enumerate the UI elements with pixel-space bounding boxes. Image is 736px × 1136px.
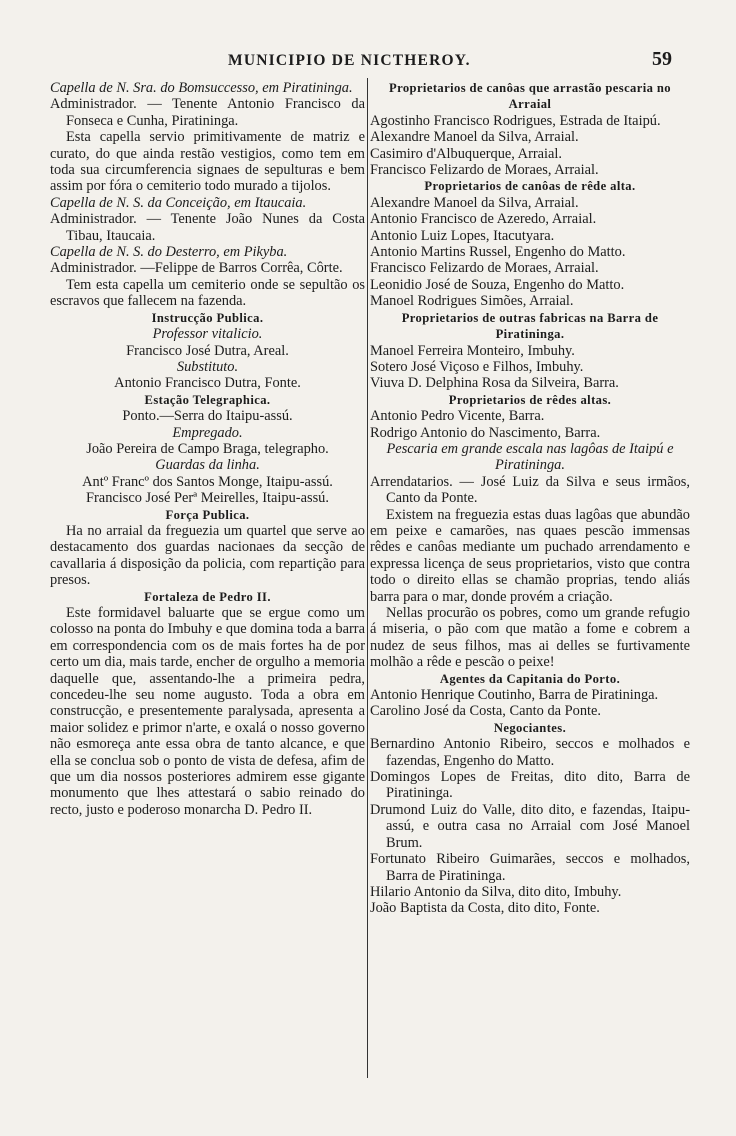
right-entry: Carolino José da Costa, Canto da Ponte. bbox=[370, 703, 602, 720]
right-entry: Antonio Luiz Lopes, Itacutyara. bbox=[370, 227, 555, 244]
left-italic-subheading: Guardas da linha. bbox=[155, 457, 260, 474]
left-entry: Administrador. — Tenente João Nunes da Costa Tibau, Itaucaia. bbox=[50, 211, 365, 244]
right-entry: Drumond Luiz do Valle, dito dito, e fazendas, Itaipu-assú, e outra casa no Arraial com José Manoel Brum. bbox=[370, 801, 690, 851]
right-entry: Hilario Antonio da Silva, dito dito, Imbuhy. bbox=[370, 883, 622, 900]
left-entry: Administrador. —Felippe de Barros Corrêa, Côrte. bbox=[50, 260, 343, 277]
right-section-heading: Proprietarios de outras fabricas na Barra de Piratininga. bbox=[401, 310, 659, 342]
left-centered-line: Ponto.—Serra do Itaipu-assú. bbox=[122, 408, 293, 425]
left-section-title: Capella de N. S. da Conceição, em Itaucaia. bbox=[50, 194, 307, 211]
left-section-heading: Força Publica. bbox=[165, 507, 250, 522]
left-paragraph: Esta capella servio primitivamente de matriz e curato, do que ainda restão vestigios, como tem em toda sua circumferencia signaes de sepulturas e bem assim por fóra o cemiterio todo murado a tijolos. bbox=[50, 129, 365, 195]
left-section-title: Capella de N. Sra. do Bomsuccesso, em Piratininga. bbox=[50, 80, 353, 96]
right-entry: Manoel Rodrigues Simões, Arraial. bbox=[370, 293, 574, 310]
left-centered-line: Francisco José Dutra, Areal. bbox=[126, 342, 289, 359]
right-entry: Manoel Ferreira Monteiro, Imbuhy. bbox=[370, 342, 575, 359]
left-paragraph: Tem esta capella um cemiterio onde se sepultão os escravos que fallecem na fazenda. bbox=[50, 276, 365, 310]
right-entry: Agostinho Francisco Rodrigues, Estrada de Itaipú. bbox=[370, 112, 661, 129]
left-section-title: Capella de N. S. do Desterro, em Pikyba. bbox=[50, 244, 288, 261]
right-section-heading: Proprietarios de rêdes altas. bbox=[448, 392, 612, 407]
running-head bbox=[0, 48, 736, 74]
right-entry: Viuva D. Delphina Rosa da Silveira, Barra. bbox=[370, 375, 619, 392]
right-entry: Antonio Martins Russel, Engenho do Matto. bbox=[370, 244, 626, 261]
left-section-heading: Instrucção Publica. bbox=[151, 310, 264, 325]
right-entry: Casimiro d'Albuquerque, Arraial. bbox=[370, 145, 563, 162]
right-entry: Francisco Felizardo de Moraes, Arraial. bbox=[370, 260, 599, 277]
right-section-heading: Negociantes. bbox=[493, 720, 567, 735]
right-paragraph: Nellas procurão os pobres, como um grande refugio á miseria, o pão com que matão a fome e cobrem a nudez de seus filhos, mas ai delles se furtivamente molhão a rêde e pescão o peixe! bbox=[370, 605, 690, 671]
right-entry: Alexandre Manoel da Silva, Arraial. bbox=[370, 129, 579, 146]
right-entry: Antonio Francisco de Azeredo, Arraial. bbox=[370, 211, 597, 228]
left-italic-subheading: Empregado. bbox=[172, 424, 243, 441]
left-section-heading: Estação Telegraphica. bbox=[144, 392, 271, 407]
left-entry: Administrador. — Tenente Antonio Francisco da Fonseca e Cunha, Piratininga. bbox=[50, 96, 365, 129]
column-rule bbox=[367, 78, 368, 1078]
right-italic-subheading: Pescaria em grande escala nas lagôas de Itaipú e Piratininga. bbox=[386, 440, 674, 474]
right-entry: Arrendatarios. — José Luiz da Silva e seus irmãos, Canto da Ponte. bbox=[370, 473, 690, 507]
right-paragraph: Existem na freguezia estas duas lagôas que abundão em peixe e camarões, nas quaes pescão immensas rêdes e canôas mediante um puchado arrendamento e expressa licença de seus proprietarios, visto que contra todo o direito ellas se chamão proprias, tendo aliás barra para o mar, donde provém a criação. bbox=[370, 506, 690, 605]
right-section-heading: Proprietarios de canôas que arrastão pescaria no Arraial bbox=[388, 81, 671, 112]
right-entry: João Baptista da Costa, dito dito, Fonte. bbox=[370, 900, 600, 917]
left-centered-line: Antº Francº dos Santos Monge, Itaipu-assú. bbox=[82, 473, 333, 490]
right-entry: Leonidio José de Souza, Engenho do Matto. bbox=[370, 276, 625, 293]
page-number: 59 bbox=[652, 48, 672, 70]
right-entry: Antonio Pedro Vicente, Barra. bbox=[370, 408, 545, 425]
right-entry: Rodrigo Antonio do Nascimento, Barra. bbox=[370, 424, 601, 441]
left-centered-line: João Pereira de Campo Braga, telegrapho. bbox=[86, 440, 329, 457]
left-column bbox=[50, 80, 365, 818]
left-paragraph: Este formidavel baluarte que se ergue como um colosso na ponta do Imbuhy e que domina toda a barra em correspondencia com os de mais fortes ha de por certo um dia, mais tarde, encher de orgulho a memoria daquelle que, assentando-lhe a primeira pedra, concedeu-lhe seu nome augusto. Toda a obra em construcção, e presentemente paralysada, apresenta a maior solidez e primor n'arte, e oxalá o nosso governo não esmoreça ante essa obra de tanto alcance, e que ella se conclua sob o ponto de vista de defesa, afim de que um dia nossos posteriores admirem esse gigante monumento que lhes attestará o sabio reinado do recto, justo e poderoso monarcha D. Pedro II. bbox=[50, 605, 365, 818]
right-column bbox=[370, 80, 690, 917]
left-section-heading: Fortaleza de Pedro II. bbox=[144, 589, 271, 604]
right-entry: Alexandre Manoel da Silva, Arraial. bbox=[370, 194, 579, 211]
left-italic-subheading: Professor vitalicio. bbox=[152, 326, 263, 343]
page-title: MUNICIPIO DE NICTHEROY. bbox=[228, 52, 471, 69]
right-section-heading: Agentes da Capitania do Porto. bbox=[439, 671, 621, 686]
right-entry: Fortunato Ribeiro Guimarães, seccos e molhados, Barra de Piratininga. bbox=[370, 851, 690, 884]
left-paragraph: Ha no arraial da freguezia um quartel que serve ao destacamento dos guardas nacionaes da secção de cavallaria á disposição da policia, com repartição para presos. bbox=[50, 522, 365, 589]
left-centered-line: Antonio Francisco Dutra, Fonte. bbox=[114, 375, 301, 392]
left-italic-subheading: Substituto. bbox=[176, 358, 239, 375]
right-entry: Francisco Felizardo de Moraes, Arraial. bbox=[370, 162, 599, 179]
right-entry: Antonio Henrique Coutinho, Barra de Piratininga. bbox=[370, 687, 659, 704]
right-entry: Sotero José Viçoso e Filhos, Imbuhy. bbox=[370, 358, 584, 375]
right-section-heading: Proprietarios de canôas de rêde alta. bbox=[424, 179, 636, 194]
right-entry: Bernardino Antonio Ribeiro, seccos e molhados e fazendas, Engenho do Matto. bbox=[370, 736, 690, 769]
left-centered-line: Francisco José Perª Meirelles, Itaipu-assú. bbox=[86, 490, 329, 507]
right-entry: Domingos Lopes de Freitas, dito dito, Barra de Piratininga. bbox=[370, 769, 690, 802]
